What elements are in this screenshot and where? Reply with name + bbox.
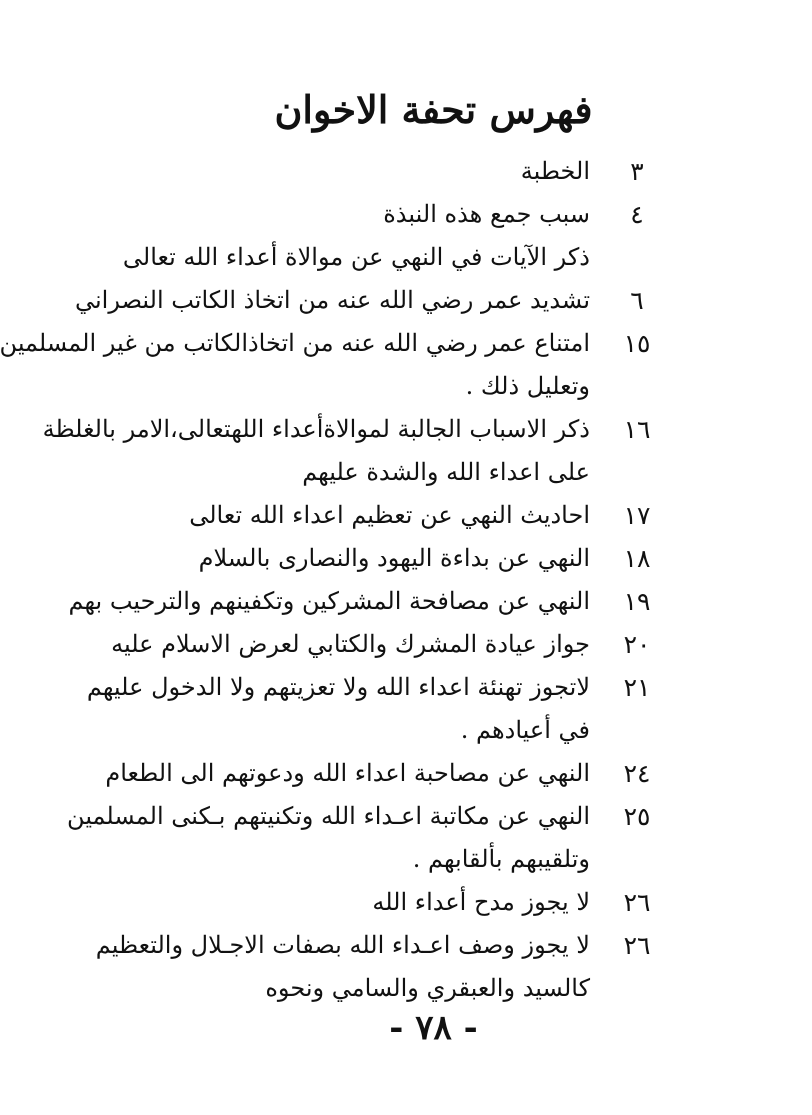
toc-page-number: ٣ [630,157,644,186]
toc-entry [55,881,812,924]
toc-entry-text: النهي عن بداءة اليهود والنصارى بالسلام [198,544,590,572]
toc-entry-line [55,924,812,967]
toc-entry-line [55,752,812,795]
toc-entry-text: النهي عن مصاحبة اعداء الله ودعوتهم الى الطعام [105,759,590,787]
toc-entry [55,924,812,1010]
toc-page-number: ٢٦ [623,931,651,960]
toc-entry-line [55,193,812,236]
toc-entry-text: ذكر الاسباب الجالبة لموالاةأعداء اللهتعالى،الامر بالغلظة [42,415,590,443]
toc-entry-line [55,150,812,193]
toc-entry-line [55,537,812,580]
toc-page-number: ١٩ [623,587,651,616]
toc-entry-line [0,322,812,365]
toc-entry [55,580,812,623]
toc-entry [42,408,812,494]
toc-entry-text: النهي عن مكاتبة اعـداء الله وتكنيتهم بـكنى المسلمين [67,802,590,830]
toc-entry-text: لاتجوز تهنئة اعداء الله ولا تعزيتهم ولا الدخول عليهم [86,673,590,701]
toc-entry-line [55,365,812,408]
toc-entry-line [55,838,812,881]
toc-entry [55,666,812,752]
page-number: - ٧٨ - [389,1008,478,1048]
toc-entry-line [55,666,812,709]
toc-entry-text: تشديد عمر رضي الله عنه من اتخاذ الكاتب النصراني [74,286,590,314]
toc-entry [55,150,812,193]
toc-entry [0,322,812,408]
toc-entry-text: في أعيادهم . [460,716,590,744]
toc-entry-line [55,451,812,494]
toc-entry [55,193,812,279]
toc-page-number: ١٥ [623,329,651,358]
toc-page-number: ٢١ [623,673,651,702]
toc-entry-line [55,236,812,279]
toc-entry-line [55,967,812,1010]
toc-page-number: ١٧ [623,501,651,530]
toc-entry-line [55,709,812,752]
toc-entry-line [55,279,812,322]
toc-entry-text: ذكر الآيات في النهي عن موالاة أعداء الله تعالى [122,243,590,271]
toc-entry-text: لا يجوز وصف اعـداء الله بصفات الاجـلال والتعظيم [95,931,590,959]
toc-entry-text: سبب جمع هذه النبذة [383,200,590,228]
toc-page-number: ١٦ [623,415,651,444]
toc-entry-line [55,580,812,623]
toc-entry-text: وتلقيبهم بألقابهم . [412,845,590,873]
toc-entry [55,537,812,580]
toc-page-number: ٢٤ [623,759,651,788]
toc-entry-line [55,623,812,666]
toc-entry-text: الخطبة [520,157,590,185]
toc-entry-text: النهي عن مصافحة المشركين وتكفينهم والترحيب بهم [68,587,590,615]
toc-page-number: ٦ [630,286,644,315]
toc-entry-line [55,795,812,838]
toc-entry [55,752,812,795]
toc-page-number: ٤ [630,200,644,229]
toc-entry-text: على اعداء الله والشدة عليهم [302,458,590,486]
toc-page-number: ٢٥ [623,802,651,831]
toc-entry-text: وتعليل ذلك . [465,372,590,400]
toc-entry-line [42,408,812,451]
toc-entry [55,623,812,666]
toc-page-number: ٢٠ [623,630,651,659]
toc-entry-text: امتناع عمر رضي الله عنه من اتخاذالكاتب من غير المسلمين [0,329,590,357]
table-of-contents [0,150,812,1010]
toc-entry-text: كالسيد والعبقري والسامي ونحوه [265,974,590,1002]
toc-entry-text: احاديث النهي عن تعظيم اعداء الله تعالى [189,501,590,529]
toc-entry-text: جواز عيادة المشرك والكتابي لعرض الاسلام عليه [111,630,590,658]
toc-entry [55,795,812,881]
toc-entry [55,494,812,537]
page-title: فهرس تحفة الاخوان [274,87,593,132]
toc-page-number: ٢٦ [623,888,651,917]
toc-entry-text: لا يجوز مدح أعداء الله [372,888,590,916]
toc-entry [55,279,812,322]
toc-entry-line [55,494,812,537]
toc-page-number: ١٨ [623,544,651,573]
toc-entry-line [55,881,812,924]
